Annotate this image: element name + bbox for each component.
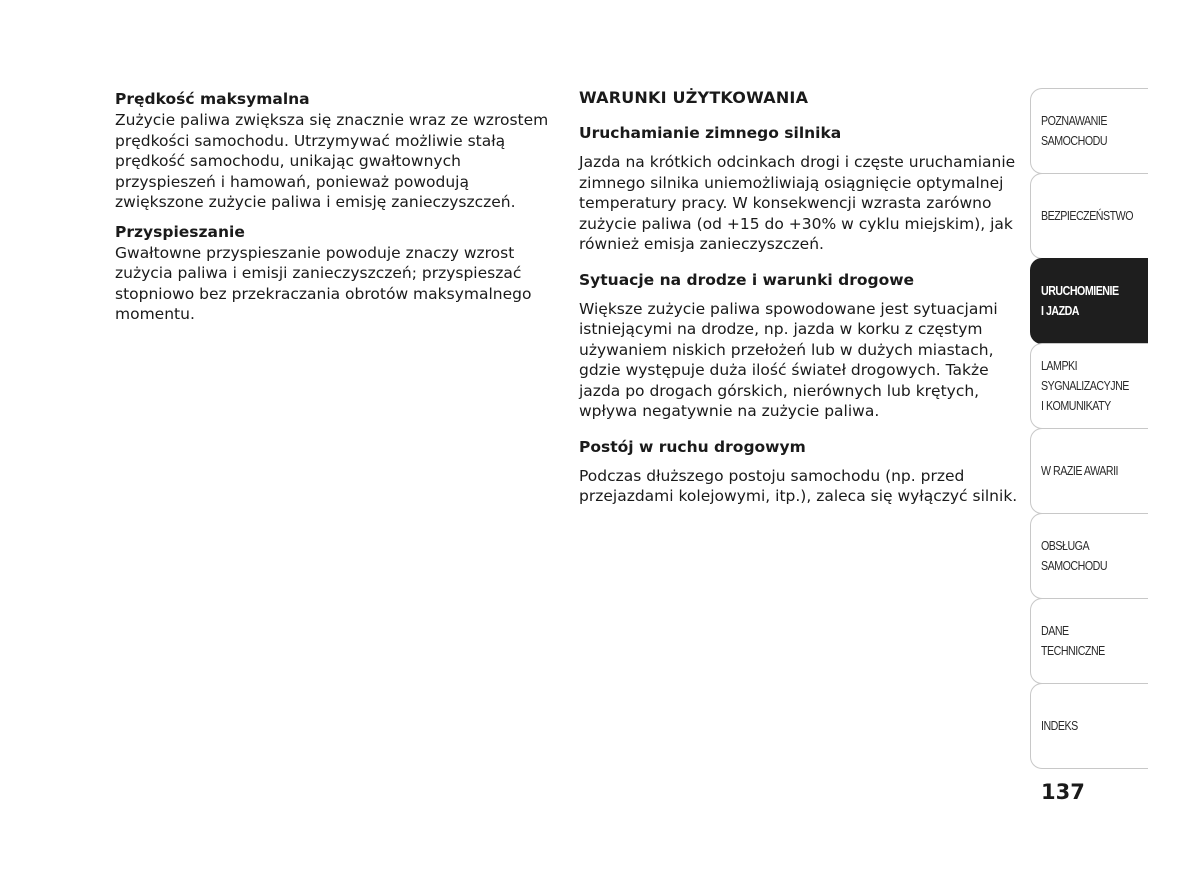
tab-indeks[interactable] bbox=[1030, 683, 1148, 769]
tab-dane-techniczne[interactable] bbox=[1030, 598, 1148, 684]
section-text: Podczas dłuższego postoju samochodu (np. przed przejazdami kolejowymi, itp.), zaleca się wyłączyć silnik. bbox=[579, 466, 1018, 505]
section-text: Zużycie paliwa zwiększa się znacznie wraz ze wzrostem prędkości samochodu. Utrzymywać możliwie stałą prędkość samochodu, unikając gwałtownych przyspieszeń i hamowań, ponieważ powodują zwiększone zużycie paliwa i emisję zanieczyszczeń. bbox=[115, 111, 549, 211]
section-title: Przyspieszanie bbox=[115, 222, 245, 241]
tab-label: LAMPKI SYGNALIZACYJNE I KOMUNIKATY bbox=[1041, 358, 1129, 413]
right-column bbox=[579, 88, 1019, 521]
tab-label: POZNAWANIE SAMOCHODU bbox=[1041, 113, 1108, 148]
section-text: Większe zużycie paliwa spowodowane jest sytuacjami istniejącymi na drodze, np. jazda w korku z częstym używaniem niskich przełożeń lub w dużych miastach, gdzie występuje duża ilość świateł drogowych. Także jazda po drogach górskich, nierównych lub krętych, wpływa negatywnie na zużycie paliwa. bbox=[579, 299, 998, 420]
tab-obsluga-samochodu[interactable] bbox=[1030, 513, 1148, 599]
tab-label: BEZPIECZEŃSTWO bbox=[1041, 208, 1134, 223]
section-uruchamianie-zimnego-silnika bbox=[579, 122, 1019, 255]
section-title: Uruchamianie zimnego silnika bbox=[579, 124, 842, 142]
section-title: Sytuacje na drodze i warunki drogowe bbox=[579, 270, 915, 289]
section-predkosc-maksymalna bbox=[115, 88, 555, 213]
tab-lampki-sygnalizacyjne[interactable] bbox=[1030, 343, 1148, 429]
section-title: Postój w ruchu drogowym bbox=[579, 437, 806, 456]
page-number: 137 bbox=[1041, 780, 1085, 804]
chapter-tab-index bbox=[1030, 88, 1148, 768]
tab-label: DANE TECHNICZNE bbox=[1041, 623, 1105, 658]
left-column bbox=[115, 88, 555, 333]
tab-label: W RAZIE AWARII bbox=[1041, 463, 1119, 478]
section-text: Gwałtowne przyspieszanie powoduje znaczy wzrost zużycia paliwa i emisji zanieczyszczeń; przyspieszać stopniowo bez przekraczania obrotów maksymalnego momentu. bbox=[115, 243, 532, 323]
section-sytuacje-na-drodze bbox=[579, 269, 1019, 422]
chapter-heading: WARUNKI UŻYTKOWANIA bbox=[579, 88, 809, 107]
tab-label: INDEKS bbox=[1041, 718, 1078, 733]
tab-poznawanie-samochodu[interactable] bbox=[1030, 88, 1148, 174]
section-przyspieszanie bbox=[115, 221, 555, 325]
section-title: Prędkość maksymalna bbox=[115, 90, 310, 108]
tab-uruchomienie-i-jazda[interactable] bbox=[1030, 258, 1148, 344]
tab-label: OBSŁUGA SAMOCHODU bbox=[1041, 538, 1108, 573]
section-text: Jazda na krótkich odcinkach drogi i częste uruchamianie zimnego silnika uniemożliwiają osiągnięcie optymalnej temperatury pracy. W konsekwencji wzrasta zarówno zużycie paliwa (od +15 do +30% w cyklu miejskim), jak również emisja zanieczyszczeń. bbox=[579, 153, 1016, 253]
section-postoj-w-ruchu bbox=[579, 436, 1019, 507]
tab-label: URUCHOMIENIE I JAZDA bbox=[1041, 283, 1119, 318]
tab-w-razie-awarii[interactable] bbox=[1030, 428, 1148, 514]
tab-bezpieczenstwo[interactable] bbox=[1030, 173, 1148, 259]
